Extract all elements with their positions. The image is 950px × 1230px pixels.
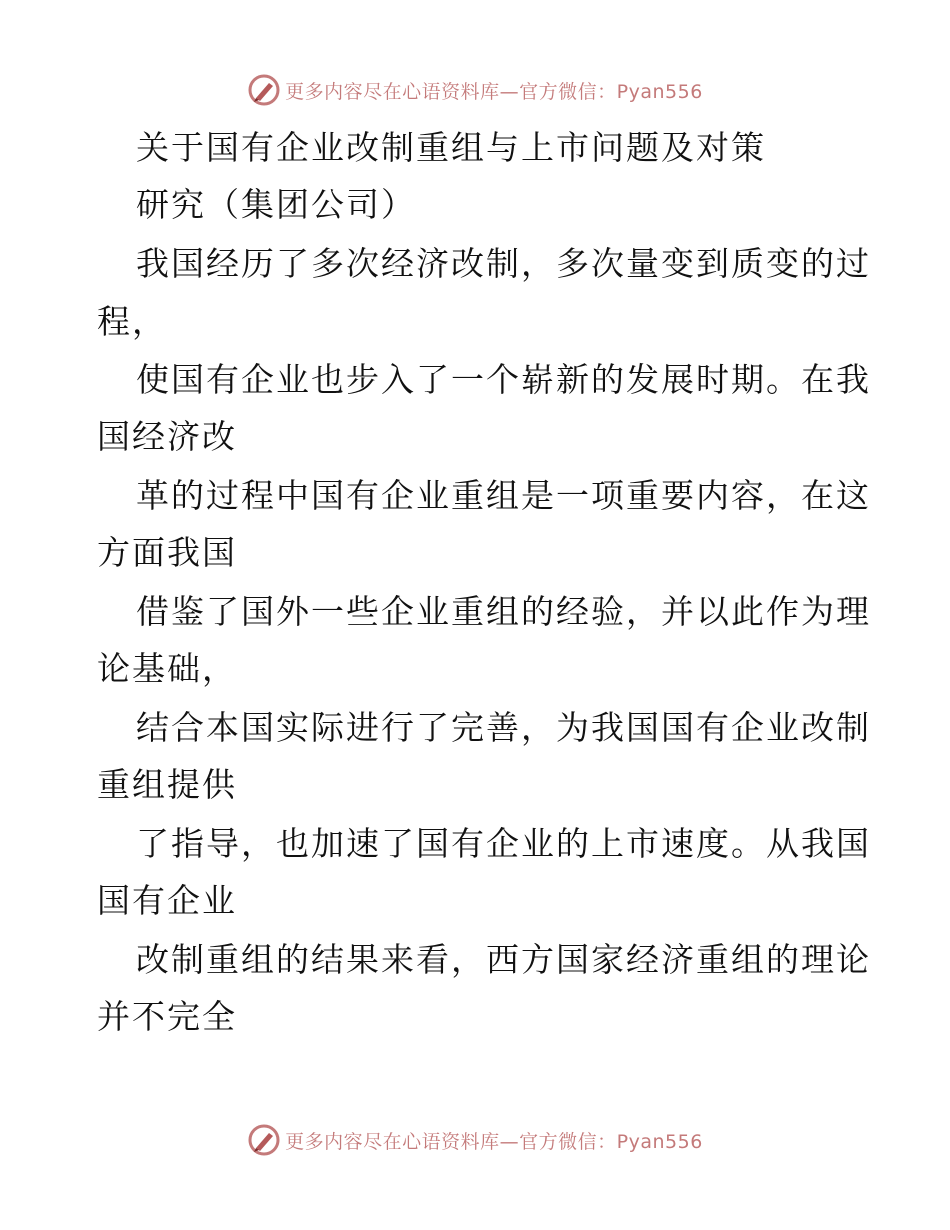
paragraph-line: 国有企业 xyxy=(97,881,237,920)
pen-logo-icon xyxy=(247,1123,281,1157)
paragraph-line: 革的过程中国有企业重组是一项重要内容，在这 xyxy=(136,476,871,515)
paragraph-line: 国经济改 xyxy=(97,417,237,456)
paragraph-line: 并不完全 xyxy=(97,997,237,1036)
paragraph-line: 使国有企业也步入了一个崭新的发展时期。在我 xyxy=(136,360,871,399)
watermark-text: 更多内容尽在心语资料库—官方微信：Pyan556 xyxy=(285,1130,703,1153)
header-watermark xyxy=(0,70,950,110)
title-line-2: 研究（集团公司） xyxy=(136,185,416,224)
paragraph-line: 程， xyxy=(97,302,167,341)
paragraph-line: 方面我国 xyxy=(97,533,237,572)
paragraph-line: 论基础， xyxy=(97,649,237,688)
pen-logo-icon xyxy=(247,73,281,107)
paragraph-line: 我国经历了多次经济改制，多次量变到质变的过 xyxy=(136,244,871,283)
watermark-text: 更多内容尽在心语资料库—官方微信：Pyan556 xyxy=(285,80,703,103)
paragraph-line: 结合本国实际进行了完善，为我国国有企业改制 xyxy=(136,708,871,747)
paragraph-line: 改制重组的结果来看，西方国家经济重组的理论 xyxy=(136,940,871,979)
title-line-1: 关于国有企业改制重组与上市问题及对策 xyxy=(136,128,766,167)
paragraph-line: 借鉴了国外一些企业重组的经验，并以此作为理 xyxy=(136,592,871,631)
paragraph-line: 了指导，也加速了国有企业的上市速度。从我国 xyxy=(136,824,871,863)
footer-watermark xyxy=(0,1120,950,1160)
paragraph-line: 重组提供 xyxy=(97,765,237,804)
